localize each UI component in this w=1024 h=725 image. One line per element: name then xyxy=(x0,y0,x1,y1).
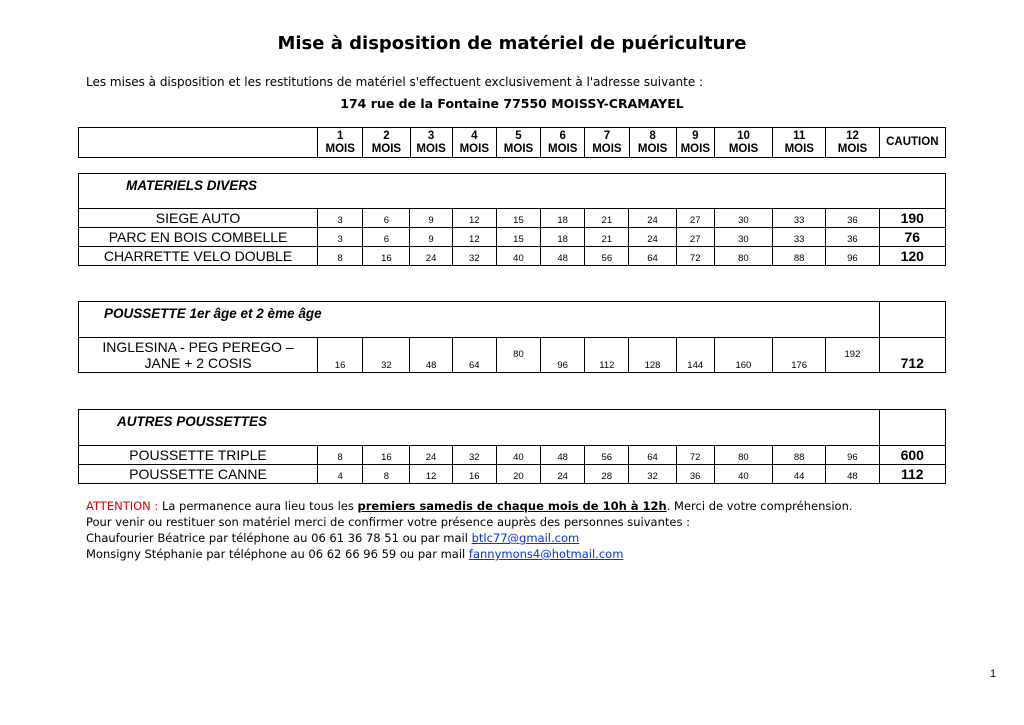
price-cell: 9 xyxy=(410,228,452,247)
contact-line-1: Chaufourier Béatrice par téléphone au 06 61 36 78 51 ou par mail btlc77@gmail.com xyxy=(86,531,580,545)
price-cell: 72 xyxy=(676,446,714,465)
price-cell: 21 xyxy=(585,209,629,228)
price-cell: 9 xyxy=(410,209,452,228)
price-cell: 96 xyxy=(541,338,585,373)
price-cell: 3 xyxy=(318,228,363,247)
caution-cell: 712 xyxy=(879,338,945,373)
section-label: AUTRES POUSSETTES xyxy=(79,410,880,446)
price-cell: 64 xyxy=(452,338,496,373)
header-month-6: 6 MOIS xyxy=(541,128,585,158)
price-cell: 96 xyxy=(826,446,879,465)
attention-label: ATTENTION : xyxy=(86,499,159,513)
price-cell: 18 xyxy=(541,209,585,228)
price-cell: 33 xyxy=(773,228,826,247)
price-cell: 24 xyxy=(629,228,676,247)
price-cell: 16 xyxy=(452,465,496,484)
price-cell: 6 xyxy=(363,209,410,228)
price-cell: 40 xyxy=(496,247,540,266)
table-row xyxy=(79,209,946,228)
header-month-11: 11 MOIS xyxy=(773,128,826,158)
table-row xyxy=(79,338,946,373)
price-cell: 16 xyxy=(318,338,363,373)
page-number: 1 xyxy=(990,668,997,680)
price-cell: 128 xyxy=(629,338,676,373)
header-month-2: 2 MOIS xyxy=(363,128,410,158)
price-cell: 24 xyxy=(629,209,676,228)
price-cell: 28 xyxy=(585,465,629,484)
price-cell: 27 xyxy=(676,209,714,228)
price-cell: 27 xyxy=(676,228,714,247)
confirm-line: Pour venir ou restituer son matériel merci de confirmer votre présence auprès des personnes suivantes : xyxy=(86,515,690,529)
price-cell: 30 xyxy=(714,228,772,247)
price-cell: 32 xyxy=(452,446,496,465)
price-cell: 144 xyxy=(676,338,714,373)
price-cell: 80 xyxy=(496,338,540,373)
table-row xyxy=(79,465,946,484)
item-name: INGLESINA - PEG PEREGO – JANE + 2 COSIS xyxy=(79,338,318,373)
price-cell: 48 xyxy=(410,338,452,373)
caution-cell: 190 xyxy=(879,209,945,228)
footer-notes xyxy=(86,498,853,562)
header-month-8: 8 MOIS xyxy=(629,128,676,158)
section-label: POUSSETTE 1er âge et 2 ème âge xyxy=(79,302,880,338)
caution-cell: 76 xyxy=(879,228,945,247)
contact-line-2: Monsigny Stéphanie par téléphone au 06 62 66 96 59 ou par mail fannymons4@hotmail.com xyxy=(86,547,624,561)
item-name: POUSSETTE CANNE xyxy=(79,465,318,484)
price-cell: 12 xyxy=(452,209,496,228)
caution-cell: 600 xyxy=(879,446,945,465)
price-cell: 96 xyxy=(826,247,879,266)
price-cell: 21 xyxy=(585,228,629,247)
price-cell: 6 xyxy=(363,228,410,247)
price-cell: 3 xyxy=(318,209,363,228)
item-name: SIEGE AUTO xyxy=(79,209,318,228)
price-cell: 80 xyxy=(714,446,772,465)
price-cell: 36 xyxy=(826,209,879,228)
header-caution: CAUTION xyxy=(879,128,945,158)
price-cell: 16 xyxy=(363,247,410,266)
price-cell: 32 xyxy=(629,465,676,484)
table-row xyxy=(79,446,946,465)
header-month-9: 9 MOIS xyxy=(676,128,714,158)
permanence-schedule: premiers samedis de chaque mois de 10h à 12h xyxy=(357,499,667,513)
price-cell: 20 xyxy=(496,465,540,484)
intro-text: Les mises à disposition et les restitutions de matériel s'effectuent exclusivement à l'adresse suivante : xyxy=(86,75,704,89)
price-cell: 44 xyxy=(773,465,826,484)
header-month-5: 5 MOIS xyxy=(496,128,540,158)
table-row xyxy=(79,228,946,247)
price-cell: 18 xyxy=(541,228,585,247)
price-cell: 15 xyxy=(496,209,540,228)
price-cell: 48 xyxy=(826,465,879,484)
email-link-2[interactable]: fannymons4@hotmail.com xyxy=(468,547,624,561)
price-cell: 48 xyxy=(541,446,585,465)
caution-cell: 120 xyxy=(879,247,945,266)
email-link-1[interactable]: btlc77@gmail.com xyxy=(471,531,580,545)
caution-cell: 112 xyxy=(879,465,945,484)
price-cell: 192 xyxy=(826,338,879,373)
section-caution-blank xyxy=(879,410,945,446)
price-cell: 48 xyxy=(541,247,585,266)
item-name: CHARRETTE VELO DOUBLE xyxy=(79,247,318,266)
price-cell: 16 xyxy=(363,446,410,465)
header-blank xyxy=(79,128,318,158)
price-cell: 36 xyxy=(826,228,879,247)
header-table xyxy=(78,127,946,158)
table-row xyxy=(79,247,946,266)
item-name: POUSSETTE TRIPLE xyxy=(79,446,318,465)
header-month-12: 12 MOIS xyxy=(826,128,879,158)
price-cell: 24 xyxy=(541,465,585,484)
section-poussette-1er-age xyxy=(78,301,946,373)
header-month-10: 10 MOIS xyxy=(714,128,772,158)
header-month-1: 1 MOIS xyxy=(318,128,363,158)
item-name: PARC EN BOIS COMBELLE xyxy=(79,228,318,247)
section-caution-blank xyxy=(879,302,945,338)
price-cell: 24 xyxy=(410,247,452,266)
price-cell: 12 xyxy=(410,465,452,484)
price-cell: 80 xyxy=(714,247,772,266)
section-materiels-divers xyxy=(78,173,946,266)
price-cell: 88 xyxy=(773,446,826,465)
price-cell: 33 xyxy=(773,209,826,228)
address: 174 rue de la Fontaine 77550 MOISSY-CRAMAYEL xyxy=(340,96,684,111)
page-title: Mise à disposition de matériel de puériculture xyxy=(277,33,747,54)
header-month-7: 7 MOIS xyxy=(585,128,629,158)
price-cell: 112 xyxy=(585,338,629,373)
price-cell: 8 xyxy=(318,247,363,266)
price-cell: 36 xyxy=(676,465,714,484)
price-cell: 88 xyxy=(773,247,826,266)
price-cell: 12 xyxy=(452,228,496,247)
price-cell: 160 xyxy=(714,338,772,373)
price-cell: 32 xyxy=(452,247,496,266)
header-month-3: 3 MOIS xyxy=(410,128,452,158)
header-month-4: 4 MOIS xyxy=(452,128,496,158)
section-autres-poussettes xyxy=(78,409,946,484)
price-cell: 8 xyxy=(363,465,410,484)
price-cell: 64 xyxy=(629,247,676,266)
price-cell: 15 xyxy=(496,228,540,247)
price-cell: 64 xyxy=(629,446,676,465)
price-cell: 8 xyxy=(318,446,363,465)
price-cell: 72 xyxy=(676,247,714,266)
attention-line: ATTENTION : La permanence aura lieu tous les premiers samedis de chaque mois de 10h à 12h. Merci de votre compréhension. xyxy=(86,499,853,513)
price-cell: 40 xyxy=(714,465,772,484)
section-label: MATERIELS DIVERS xyxy=(79,174,946,209)
price-cell: 56 xyxy=(585,247,629,266)
price-cell: 32 xyxy=(363,338,410,373)
price-cell: 176 xyxy=(773,338,826,373)
price-cell: 4 xyxy=(318,465,363,484)
price-cell: 24 xyxy=(410,446,452,465)
price-cell: 30 xyxy=(714,209,772,228)
price-cell: 40 xyxy=(496,446,540,465)
price-cell: 56 xyxy=(585,446,629,465)
